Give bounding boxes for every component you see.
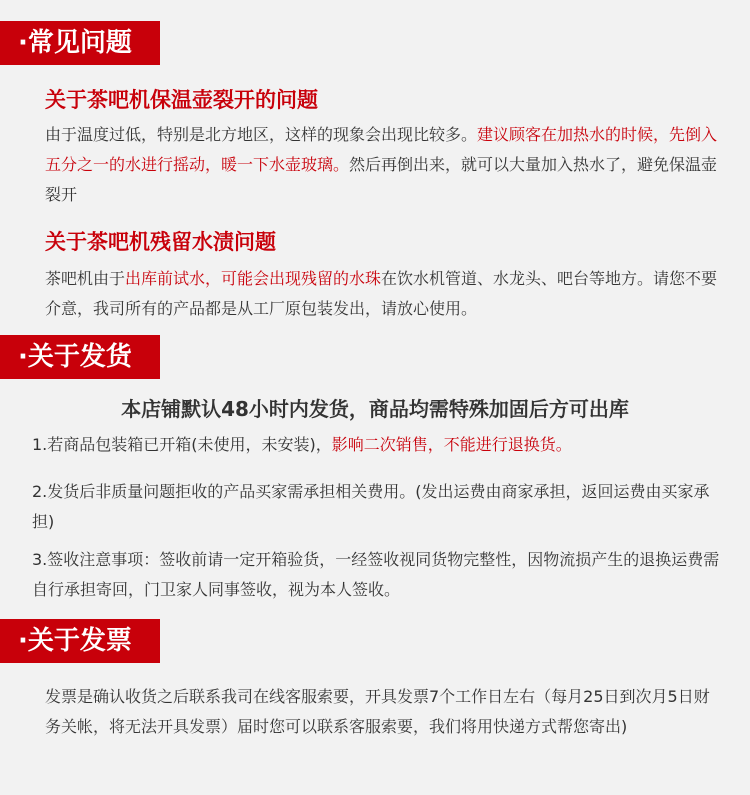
section-badge-shipping: ·关于发货	[0, 335, 160, 379]
faq-q2-text-normal: 茶吧机由于	[45, 269, 126, 288]
faq-q1-text-highlight: 建议顾客在加热水的时候，先倒入五分之一的水进行摇动，暖一下水壶玻璃。	[45, 125, 718, 174]
shipping-item-3: 3.签收注意事项：签收前请一定开箱验货，一经签收视同货物完整性，因物流损产生的退换运费需自行承担寄回，门卫家人同事签收，视为本人签收。	[32, 550, 720, 599]
section-badge-invoice: ·关于发票	[0, 619, 160, 663]
faq-question-1-title: 关于茶吧机保温壶裂开的问题	[45, 88, 318, 112]
faq-question-1-text	[45, 120, 725, 210]
shipping-item-1-highlight: 影响二次销售，不能进行退换货。	[331, 435, 572, 454]
shipping-item-2: 2.发货后非质量问题拒收的产品买家需承担相关费用。(发出运费由商家承担，返回运费由买家承担)	[32, 482, 710, 531]
shipping-item-1-normal: 1.若商品包装箱已开箱(未使用，未安装)，	[32, 435, 332, 454]
section-badge-faq: ·常见问题	[0, 21, 160, 65]
faq-q2-text-highlight: 出库前试水，可能会出现残留的水珠	[125, 269, 382, 288]
faq-q1-text-normal: 由于温度过低，特别是北方地区，这样的现象会出现比较多。	[45, 125, 478, 144]
invoice-text: 发票是确认收货之后联系我司在线客服索要，开具发票7个工作日左右（每月25日到次月5日财务关帐，将无法开具发票）届时您可以联系客服索要，我们将用快递方式帮您寄出)	[45, 687, 710, 736]
shipping-item-1	[32, 430, 722, 460]
faq-question-2-title: 关于茶吧机残留水渍问题	[45, 230, 276, 254]
faq-q1-text-normal-end: 然后再倒出来，就可以大量加入热水了，避免保温壶裂开	[45, 155, 718, 204]
faq-question-2-text	[45, 264, 725, 324]
faq-q2-text-normal-end: 在饮水机管道、水龙头、吧台等地方。请您不要介意，我司所有的产品都是从工厂原包装发出，请放心使用。	[45, 269, 718, 318]
shipping-headline: 本店铺默认48小时内发货，商品均需特殊加固后方可出库	[121, 397, 629, 421]
